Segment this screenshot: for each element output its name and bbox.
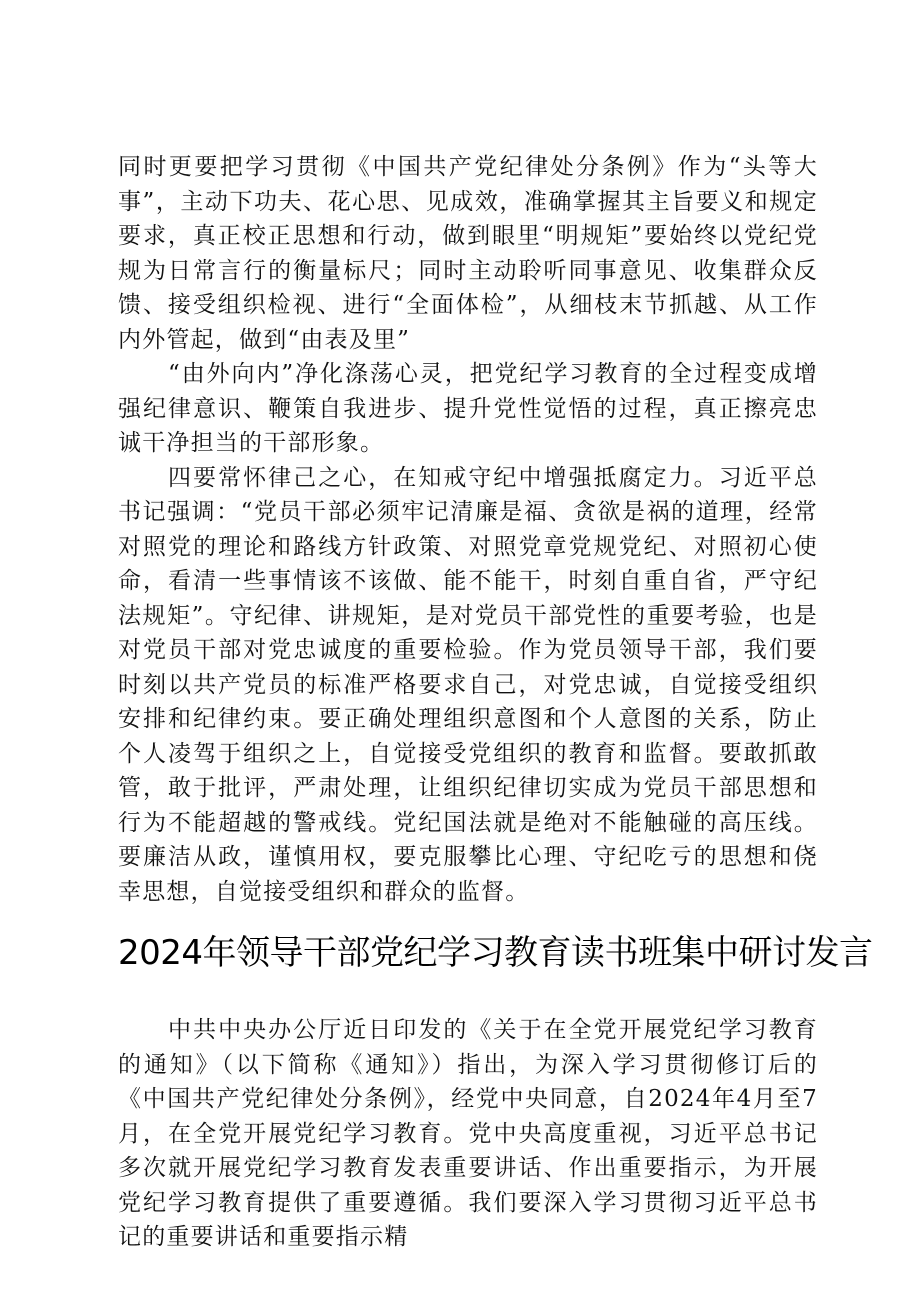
paragraph-notice: 中共中央办公厅近日印发的《关于在全党开展党纪学习教育的通知》（以下简称《通知》）指出，为深入学习贯彻修订后的《中国共产党纪律处分条例》，经党中央同意，自2024年4月至7月，在全党开展党纪学习教育。党中央高度重视，习近平总书记多次就开展党纪学习教育发表重要讲话、作出重要指示，为开展党纪学习教育提供了重要遵循。我们要深入学习贯彻习近平总书记的重要讲话和重要指示精 [118, 1017, 818, 1250]
section-heading: 2024年领导干部党纪学习教育读书班集中研讨发言 [118, 933, 873, 973]
paragraph-continuation: 同时更要把学习贯彻《中国共产党纪律处分条例》作为“头等大事”，主动下功夫、花心思、见成效，准确掌握其主旨要义和规定要求，真正校正思想和行动，做到眼里“明规矩”要始终以党纪党规为日常言行的衡量标尺；同时主动聆听同事意见、收集群众反馈、接受组织检视、进行“全面体检”，从细枝末节抓越、从工作内外管起，做到“由表及里” [118, 154, 818, 353]
paragraph-self-discipline: 四要常怀律己之心，在知戒守纪中增强抵腐定力。习近平总书记强调：“党员干部必须牢记清廉是福、贪欲是祸的道理，经常对照党的理论和路线方针政策、对照党章党规党纪、对照初心使命，看清一些事情该不该做、能不能干，时刻自重自省，严守纪法规矩”。守纪律、讲规矩，是对党员干部党性的重要考验，也是对党员干部对党忠诚度的重要检验。作为党员领导干部，我们要时刻以共产党员的标准严格要求自己，对党忠诚，自觉接受组织安排和纪律约束。要正确处理组织意图和个人意图的关系，防止个人凌驾于组织之上，自觉接受党组织的教育和监督。要敢抓敢管，敢于批评，严肃处理，让组织纪律切实成为党员干部思想和行为不能超越的警戒线。党纪国法就是绝对不能触碰的高压线。要廉洁从政，谨慎用权，要克服攀比心理、守纪吃亏的思想和侥幸思想，自觉接受组织和群众的监督。 [118, 464, 818, 905]
document-page [118, 150, 873, 1255]
paragraph-purify: “由外向内”净化涤荡心灵，把党纪学习教育的全过程变成增强纪律意识、鞭策自我进步、提升党性觉悟的过程，真正擦亮忠诚干净担当的干部形象。 [118, 361, 818, 456]
